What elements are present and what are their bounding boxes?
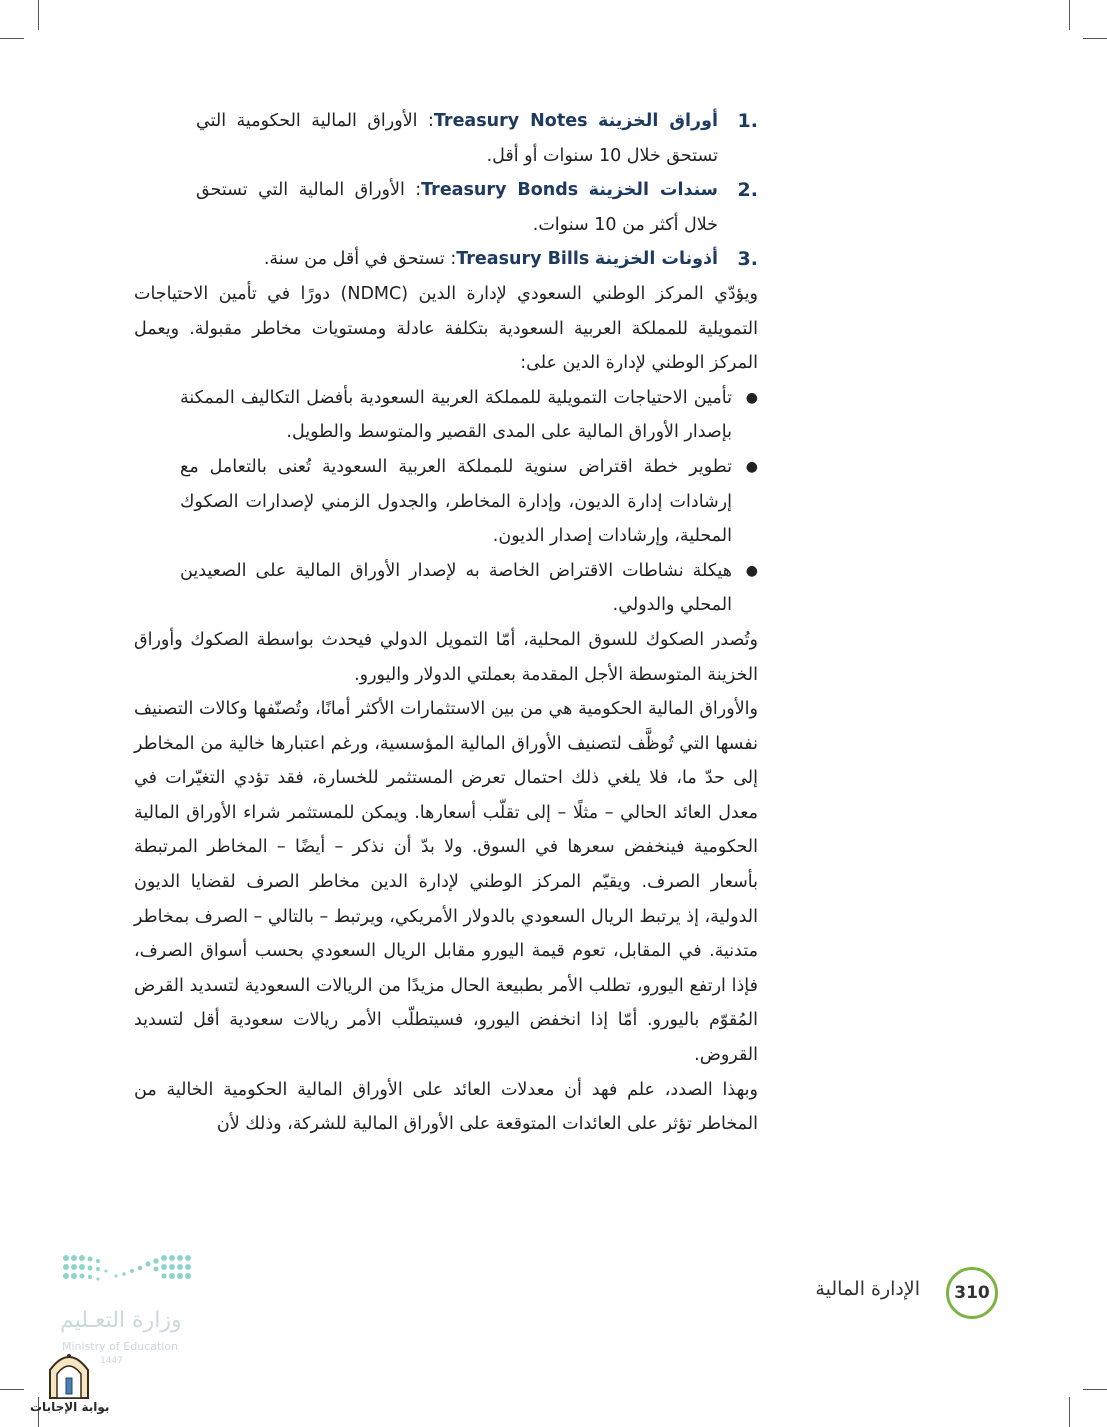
item-term-en: Treasury Notes	[433, 111, 588, 131]
mosque-gate-icon	[46, 1350, 92, 1400]
numbered-item: .2 سندات الخزينة Treasury Bonds: الأوراق المالية التي تستحق خلال أكثر من 10 سنوات.	[196, 173, 758, 242]
paragraph-fahd: وبهذا الصدد، علم فهد أن معدلات العائد على الأوراق المالية الحكومية الخالية من المخاطر تؤثر على العائدات المتوقعة على الأوراق المالية للشركة، وذلك لأن	[134, 1079, 758, 1135]
bullet-text: تأمين الاحتياجات التمويلية للمملكة العربية السعودية بأفضل التكاليف الممكنة بإصدار الأوراق المالية على المدى القصير والمتوسط والطويل.	[180, 387, 732, 443]
crop-mark-bottom-left-h	[0, 1389, 24, 1390]
bullet-icon: ●	[745, 458, 758, 475]
page-number: 310	[946, 1267, 998, 1319]
bullet-item	[180, 450, 758, 554]
crop-mark-top-left-h	[0, 38, 24, 39]
crop-mark-top-left	[38, 0, 39, 30]
bullet-icon: ●	[745, 562, 758, 579]
item-number: .1	[737, 110, 758, 132]
section-title: الإدارة المالية	[815, 1278, 920, 1300]
moe-logo-dots-icon	[62, 1254, 202, 1290]
numbered-item: .1 أوراق الخزينة Treasury Notes: الأوراق المالية الحكومية التي تستحق خلال 10 سنوات أو أقل.	[196, 104, 758, 173]
numbered-item: .3 أذونات الخزينة Treasury Bills: تستحق في أقل من سنة.	[196, 242, 758, 277]
paragraph-ndmc: ويؤدّي المركز الوطني السعودي لإدارة الدين (NDMC) دورًا في تأمين الاحتياجات التمويلية للمملكة العربية السعودية بتكلفة عادلة ومستويات مخاطر مقبولة. ويعمل المركز الوطني لإدارة الدين على:	[134, 283, 758, 374]
paragraph-risk: والأوراق المالية الحكومية هي من بين الاستثمارات الأكثر أمانًا، وتُصنّفها وكالات التصنيف نفسها التي تُوظَّف لتصنيف الأوراق المالية المؤسسية، ورغم اعتبارها خالية من المخاطر إلى حدّ ما، فلا يلغي ذلك احتمال تعرض المستثمر للخسارة، فقد تؤدي التغيّرات في معدل العائد الحالي – مثلًا – إلى تقلّب أسعارها. ويمكن للمستثمر شراء الأوراق المالية الحكومية فينخفض سعرها في السوق. ولا بدّ أن نذكر – أيضًا – المخاطر المرتبطة بأسعار الصرف. ويقيّم المركز الوطني لإدارة الدين مخاطر الصرف لقضايا الديون الدولية، إذ يرتبط الريال السعودي بالدولار الأمريكي، ويرتبط – بالتالي – الصرف بمخاطر متدنية. في المقابل، تعوم قيمة اليورو مقابل الريال السعودي بحسب أسواق الصرف، فإذا ارتفع اليورو، تطلب الأمر بطبيعة الحال مزيدًا من الريالات السعودية لتسديد القرض المُقوّم باليورو. أمّا إذا انخفض اليورو، فسيتطلّب الأمر ريالات سعودية أقل لتسديد القروض.	[134, 699, 758, 1066]
item-description: تستحق في أقل من سنة.	[263, 249, 445, 270]
ministry-name-arabic: وزارة التعـليم	[60, 1308, 182, 1333]
ministry-name-english: Ministry of Education	[62, 1340, 179, 1353]
bullet-item	[180, 554, 758, 623]
crop-mark-bottom-right-h	[1083, 1389, 1107, 1390]
item-term-en: Treasury Bills	[456, 249, 590, 270]
crop-mark-top-right	[1069, 0, 1070, 30]
item-description: الأوراق المالية التي تستحق خلال أكثر من 10 سنوات.	[196, 180, 718, 235]
item-term-en: Treasury Bonds	[421, 180, 579, 201]
item-term: أذونات الخزينة	[594, 249, 718, 270]
paragraph-sukuk: وتُصدر الصكوك للسوق المحلية، أمّا التمويل الدولي فيحدث بواسطة الصكوك وأوراق الخزينة المتوسطة الأجل المقدمة بعملتي الدولار واليورو.	[134, 629, 758, 685]
item-term: أوراق الخزينة	[597, 111, 718, 131]
item-number: .3	[737, 248, 758, 271]
bullet-item	[180, 381, 758, 450]
bullet-text: هيكلة نشاطات الاقتراض الخاصة به لإصدار الأوراق المالية على الصعيدين المحلي والدولي.	[180, 560, 732, 616]
crop-mark-bottom-right	[1069, 1397, 1070, 1427]
ministry-year: 1447	[100, 1356, 123, 1366]
item-term: سندات الخزينة	[588, 180, 718, 201]
bullet-icon: ●	[745, 389, 758, 406]
page-body	[134, 104, 758, 1142]
bullet-text: تطوير خطة اقتراض سنوية للمملكة العربية السعودية تُعنى بالتعامل مع إرشادات إدارة الديون، وإدارة المخاطر، والجدول الزمني لإصدارات الصكوك المحلية، وإرشادات إصدار الديون.	[180, 456, 732, 547]
crop-mark-top-right-h	[1083, 38, 1107, 39]
item-number: .2	[737, 179, 758, 202]
item-description: الأوراق المالية الحكومية التي تستحق خلال 10 سنوات أو أقل.	[196, 111, 718, 166]
watermark-label: بوابة الإجابات	[30, 1400, 110, 1414]
